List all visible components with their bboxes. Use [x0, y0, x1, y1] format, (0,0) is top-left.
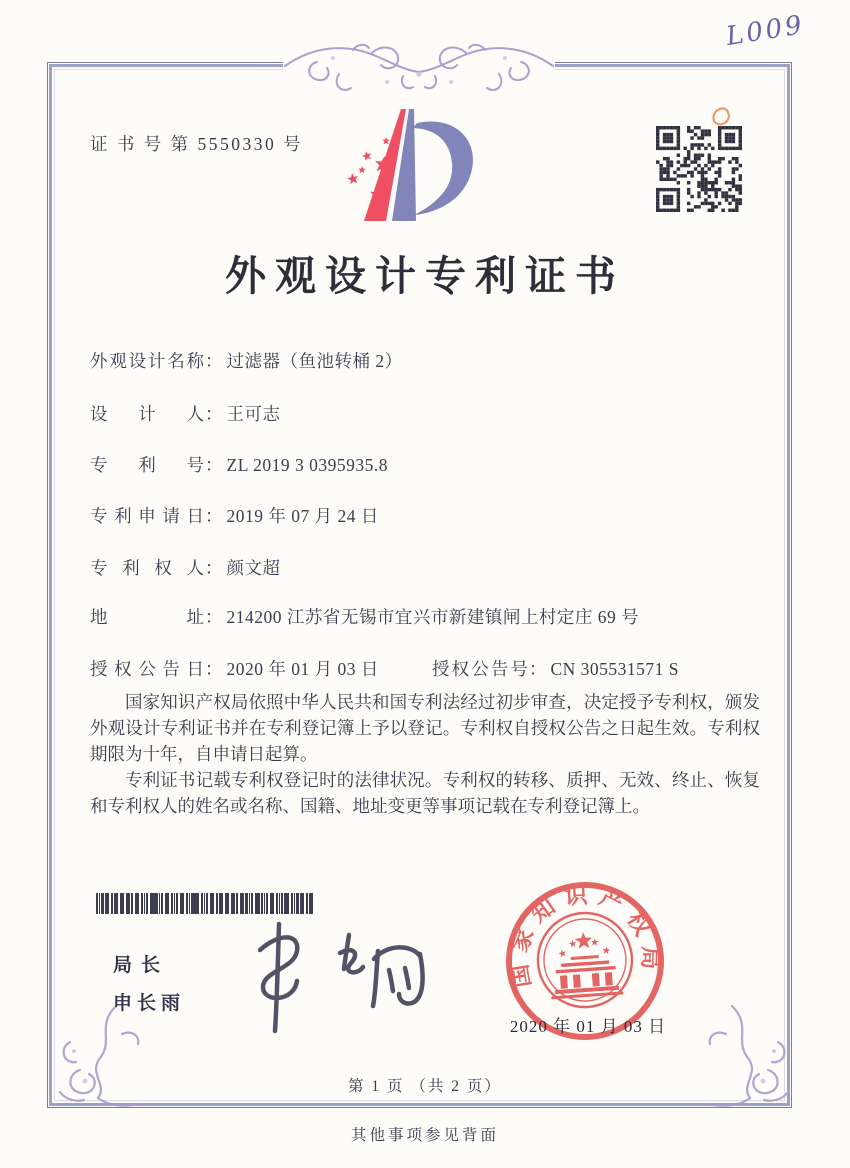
field-value: 王可志: [226, 404, 281, 424]
field-patent-number: 专利号： ZL 2019 3 0395935.8: [90, 452, 760, 477]
back-side-note: 其他事项参见背面: [350, 1127, 499, 1144]
field-label: 专利号: [90, 455, 204, 475]
director-signature: [222, 918, 437, 1036]
director-name: 申长雨: [113, 993, 186, 1014]
field-label: 授权公告日: [90, 659, 204, 679]
certificate-number: 证 书 号 第 5550330 号: [90, 134, 304, 154]
field-value: CN 305531571 S: [550, 659, 680, 679]
field-label: 地址: [90, 607, 204, 627]
field-value: 2020 年 01 月 03 日: [226, 659, 379, 679]
field-grant-number: 授权公告号： CN 305531571 S: [432, 656, 679, 681]
cnipa-logo-icon: [338, 103, 478, 227]
field-design-name: 外观设计名称： 过滤器（鱼池转桶 2）: [90, 348, 760, 373]
field-value: 过滤器（鱼池转桶 2）: [226, 351, 403, 371]
field-label: 外观设计名称: [90, 351, 204, 371]
seal-text: 国家知识产权局: [505, 882, 664, 990]
legal-paragraph-1: 国家知识产权局依照中华人民共和国专利法经过初步审查，决定授予专利权，颁发外观设计专利证书并在专利登记簿上予以登记。专利权自授权公告之日起生效。专利权期限为十年，自申请日起算。: [90, 692, 760, 764]
page-number: 第 1 页 （共 2 页）: [348, 1078, 502, 1095]
field-patentee: 专利权人： 颜文超: [90, 555, 760, 580]
field-value: 颜文超: [226, 558, 281, 578]
field-label: 专利申请日: [90, 506, 204, 526]
field-value: 2019 年 07 月 24 日: [226, 506, 379, 526]
scroll-ornament-top: [283, 36, 555, 98]
field-designer: 设计人： 王可志: [90, 401, 760, 426]
field-label: 专利权人: [90, 558, 204, 578]
handwritten-note: L009: [724, 10, 807, 52]
qr-code: [656, 126, 742, 212]
director-title: 局长: [113, 955, 170, 976]
field-value: 214200 江苏省无锡市宜兴市新建镇闸上村定庄 69 号: [226, 607, 640, 627]
barcode: [96, 893, 313, 914]
field-label: 授权公告号: [432, 659, 528, 679]
field-address: 地址： 214200 江苏省无锡市宜兴市新建镇闸上村定庄 69 号: [90, 604, 760, 629]
field-filing-date: 专利申请日： 2019 年 07 月 24 日: [90, 503, 760, 528]
field-value: ZL 2019 3 0395935.8: [226, 455, 388, 475]
seal-date: 2020 年 01 月 03 日: [509, 1017, 667, 1036]
legal-text: [90, 689, 760, 819]
legal-paragraph-2: 专利证书记载专利权登记时的法律状况。专利权的转移、质押、无效、终止、恢复和专利权人的姓名或名称、国籍、地址变更等事项记载在专利登记簿上。: [90, 770, 760, 816]
field-label: 设计人: [90, 404, 204, 424]
certificate-title: 外观设计专利证书: [225, 253, 625, 299]
field-grant-date-and-number: 授权公告日： 2020 年 01 月 03 日 授权公告号： CN 305531571 S: [90, 656, 760, 681]
